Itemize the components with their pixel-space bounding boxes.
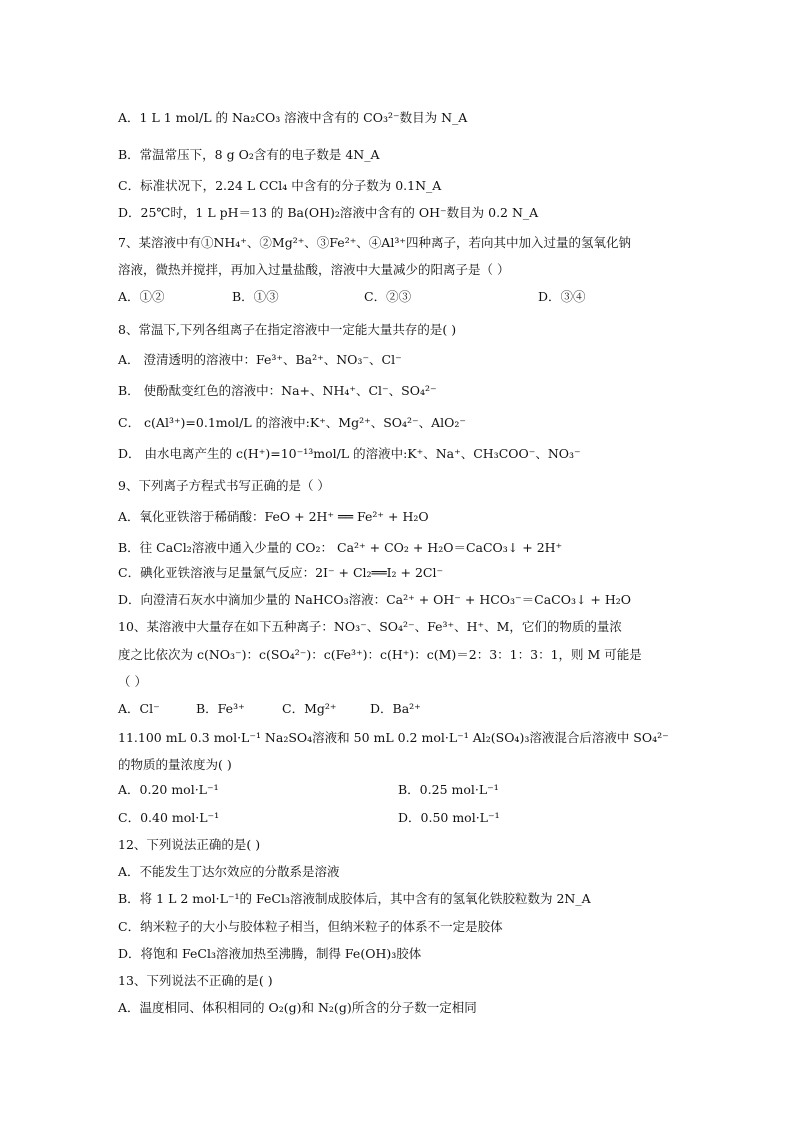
q7-option-d: D．③④ (538, 289, 586, 304)
q12-option-a: A．不能发生丁达尔效应的分散系是溶液 (118, 864, 340, 879)
q6-option-d: D．25℃时，1 L pH＝13 的 Ba(OH)₂溶液中含有的 OH⁻数目为 0.2 N_A (118, 205, 539, 220)
q11-option-c: C．0.40 mol·L⁻¹ (118, 810, 220, 825)
q6-option-c: C．标准状况下，2.24 L CCl₄ 中含有的分子数为 0.1N_A (118, 178, 442, 193)
q9-option-c: C．碘化亚铁溶液与足量氯气反应：2I⁻ + Cl₂══I₂ + 2Cl⁻ (118, 565, 444, 580)
q10-stem-line1: 10、某溶液中大量存在如下五种离子：NO₃⁻、SO₄²⁻、Fe³⁺、H⁺、M，它们的物质的量浓 (118, 619, 622, 634)
q13-stem: 13、下列说法不正确的是( ) (118, 973, 273, 988)
q9-option-b: B．往 CaCl₂溶液中通入少量的 CO₂： Ca²⁺ + CO₂ + H₂O＝CaCO₃↓ + 2H⁺ (118, 540, 563, 555)
q10-option-b: B．Fe³⁺ (196, 701, 245, 716)
q12-option-d: D．将饱和 FeCl₃溶液加热至沸腾，制得 Fe(OH)₃胶体 (118, 946, 422, 961)
q7-option-a: A．①② (118, 289, 165, 304)
q11-stem-line2: 的物质的量浓度为( ) (118, 757, 232, 772)
q11-option-d: D．0.50 mol·L⁻¹ (398, 810, 500, 825)
q11-stem-line1: 11.100 mL 0.3 mol·L⁻¹ Na₂SO₄溶液和 50 mL 0.2 mol·L⁻¹ Al₂(SO₄)₃溶液混合后溶液中 SO₄²⁻ (118, 730, 669, 745)
q11-option-a: A．0.20 mol·L⁻¹ (118, 782, 219, 797)
q12-stem: 12、下列说法正确的是( ) (118, 837, 261, 852)
q7-option-b: B．①③ (232, 289, 279, 304)
q10-stem-line2: 度之比依次为 c(NO₃⁻)：c(SO₄²⁻)：c(Fe³⁺)：c(H⁺)：c(M)＝2：3：1：3：1，则 M 可能是 (118, 647, 642, 662)
q7-stem-line2: 溶液，微热并搅拌，再加入过量盐酸，溶液中大量减少的阳离子是（ ） (118, 262, 510, 277)
q10-stem-line3: （ ） (118, 674, 147, 689)
q10-option-a: A．Cl⁻ (118, 701, 160, 716)
q8-option-c: C． c(Al³⁺)=0.1mol/L 的溶液中:K⁺、Mg²⁺、SO₄²⁻、AlO₂⁻ (118, 415, 467, 430)
q7-stem-line1: 7、某溶液中有①NH₄⁺、②Mg²⁺、③Fe²⁺、④Al³⁺四种离子，若向其中加入过量的氢氧化钠 (118, 235, 631, 250)
q9-stem: 9、下列离子方程式书写正确的是（ ） (118, 478, 330, 493)
q9-option-d: D．向澄清石灰水中滴加少量的 NaHCO₃溶液：Ca²⁺ + OH⁻ + HCO₃⁻＝CaCO₃↓ + H₂O (118, 592, 632, 607)
q10-option-c: C．Mg²⁺ (282, 701, 337, 716)
q12-option-b: B．将 1 L 2 mol·L⁻¹的 FeCl₃溶液制成胶体后，其中含有的氢氧化铁胶粒数为 2N_A (118, 891, 591, 906)
q12-option-c: C．纳米粒子的大小与胶体粒子相当，但纳米粒子的体系不一定是胶体 (118, 919, 503, 934)
q6-option-a: A．1 L 1 mol/L 的 Na₂CO₃ 溶液中含有的 CO₃²⁻数目为 N_A (118, 110, 468, 125)
q8-option-d: D． 由水电离产生的 c(H⁺)=10⁻¹³mol/L 的溶液中:K⁺、Na⁺、CH₃COO⁻、NO₃⁻ (118, 446, 581, 461)
q11-option-b: B．0.25 mol·L⁻¹ (398, 782, 499, 797)
q10-option-d: D．Ba²⁺ (370, 701, 421, 716)
q8-stem: 8、常温下,下列各组离子在指定溶液中一定能大量共存的是( ) (118, 322, 457, 337)
q6-option-b: B．常温常压下，8 g O₂含有的电子数是 4N_A (118, 147, 380, 162)
q7-option-c: C．②③ (364, 289, 412, 304)
q13-option-a: A．温度相同、体积相同的 O₂(g)和 N₂(g)所含的分子数一定相同 (118, 1000, 477, 1015)
q8-option-b: B． 使酚酞变红色的溶液中：Na+、NH₄⁺、Cl⁻、SO₄²⁻ (118, 383, 437, 398)
q8-option-a: A． 澄清透明的溶液中：Fe³⁺、Ba²⁺、NO₃⁻、Cl⁻ (118, 352, 402, 367)
q9-option-a: A．氧化亚铁溶于稀硝酸：FeO + 2H⁺ ══ Fe²⁺ + H₂O (118, 509, 429, 524)
